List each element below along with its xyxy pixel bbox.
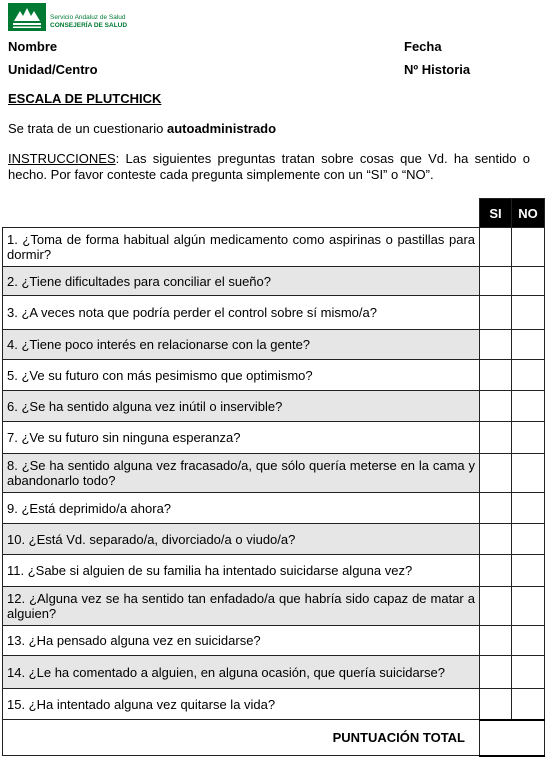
question-text: 7. ¿Ve su futuro sin ninguna esperanza? (3, 422, 480, 454)
intro-bold: autoadministrado (167, 121, 277, 136)
answer-si-cell[interactable] (480, 360, 512, 391)
answer-si-cell[interactable] (480, 689, 512, 720)
historia-label: Nº Historia (404, 62, 471, 77)
answer-no-cell[interactable] (512, 555, 545, 587)
answer-si-cell[interactable] (480, 296, 512, 330)
answer-no-cell[interactable] (512, 422, 545, 454)
total-score-field[interactable] (480, 720, 545, 756)
answer-no-cell[interactable] (512, 296, 545, 330)
question-text: 10. ¿Está Vd. separado/a, divorciado/a o viudo/a? (3, 524, 480, 555)
table-row (3, 493, 545, 524)
table-row (3, 228, 545, 267)
total-row (3, 720, 545, 756)
question-text: 1. ¿Toma de forma habitual algún medicamento como aspirinas o pastillas para dormir? (3, 228, 480, 267)
answer-si-cell[interactable] (480, 587, 512, 626)
answer-no-cell[interactable] (512, 524, 545, 555)
question-text: 8. ¿Se ha sentido alguna vez fracasado/a, que sólo quería meterse en la cama y abandonarlo todo? (3, 454, 480, 493)
logo (8, 3, 158, 31)
answer-si-cell[interactable] (480, 656, 512, 689)
answer-si-cell[interactable] (480, 454, 512, 493)
answer-no-cell[interactable] (512, 656, 545, 689)
table-row (3, 656, 545, 689)
question-text: 15. ¿Ha intentado alguna vez quitarse la vida? (3, 689, 480, 720)
question-text: 3. ¿A veces nota que podría perder el control sobre sí mismo/a? (3, 296, 480, 330)
table-row (3, 626, 545, 656)
fecha-label: Fecha (404, 39, 442, 54)
question-text: 6. ¿Se ha sentido alguna vez inútil o inservible? (3, 391, 480, 422)
table-row (3, 267, 545, 296)
page-title: ESCALA DE PLUTCHICK (8, 91, 162, 106)
table-row (3, 555, 545, 587)
intro-plain: Se trata de un cuestionario (8, 121, 167, 136)
question-text: 13. ¿Ha pensado alguna vez en suicidarse? (3, 626, 480, 656)
table-row (3, 524, 545, 555)
question-text: 5. ¿Ve su futuro con más pesimismo que optimismo? (3, 360, 480, 391)
answer-no-cell[interactable] (512, 360, 545, 391)
question-text: 11. ¿Sabe si alguien de su familia ha intentado suicidarse alguna vez? (3, 555, 480, 587)
table-row (3, 296, 545, 330)
answer-si-cell[interactable] (480, 524, 512, 555)
answer-si-cell[interactable] (480, 626, 512, 656)
answer-si-cell[interactable] (480, 267, 512, 296)
question-text: 14. ¿Le ha comentado a alguien, en alguna ocasión, que quería suicidarse? (3, 656, 480, 689)
logo-line-2: CONSEJERÍA DE SALUD (50, 22, 128, 29)
logo-text (50, 14, 127, 30)
answer-no-cell[interactable] (512, 587, 545, 626)
logo-line-1: Servicio Andaluz de Salud (50, 14, 126, 21)
total-score-label: PUNTUACIÓN TOTAL (3, 720, 480, 756)
answer-si-cell[interactable] (480, 228, 512, 267)
answer-no-cell[interactable] (512, 267, 545, 296)
answer-no-cell[interactable] (512, 689, 545, 720)
table-row (3, 330, 545, 360)
question-text: 12. ¿Alguna vez se ha sentido tan enfadado/a que habría sido capaz de matar a alguien? (3, 587, 480, 626)
answer-si-cell[interactable] (480, 422, 512, 454)
table-row (3, 587, 545, 626)
table-row (3, 422, 545, 454)
answer-si-cell[interactable] (480, 391, 512, 422)
answer-no-cell[interactable] (512, 228, 545, 267)
question-text: 2. ¿Tiene dificultades para conciliar el sueño? (3, 267, 480, 296)
table-row (3, 360, 545, 391)
question-text: 9. ¿Está deprimido/a ahora? (3, 493, 480, 524)
answer-si-cell[interactable] (480, 493, 512, 524)
table-row (3, 391, 545, 422)
answer-no-cell[interactable] (512, 330, 545, 360)
table-row (3, 454, 545, 493)
junta-andalucia-emblem-icon (8, 3, 46, 31)
answer-no-cell[interactable] (512, 391, 545, 422)
nombre-label: Nombre (8, 39, 58, 54)
instructions-body: : Las siguientes preguntas tratan sobre cosas que Vd. ha sentido o hecho. Por favor conteste cada pregunta simplemente con un “SI” o “NO”. (8, 151, 530, 182)
questionnaire-table (2, 198, 545, 757)
question-text: 4. ¿Tiene poco interés en relacionarse con la gente? (3, 330, 480, 360)
instructions-label: INSTRUCCIONES (8, 151, 116, 166)
table-header-row (3, 199, 545, 228)
instructions-text (8, 151, 530, 183)
table-row (3, 689, 545, 720)
header-blank (3, 199, 480, 228)
answer-no-cell[interactable] (512, 626, 545, 656)
column-header-si: SI (480, 199, 512, 228)
intro-text (8, 121, 276, 136)
unidad-centro-label: Unidad/Centro (8, 62, 98, 77)
answer-no-cell[interactable] (512, 493, 545, 524)
column-header-no: NO (512, 199, 545, 228)
answer-si-cell[interactable] (480, 330, 512, 360)
answer-si-cell[interactable] (480, 555, 512, 587)
answer-no-cell[interactable] (512, 454, 545, 493)
